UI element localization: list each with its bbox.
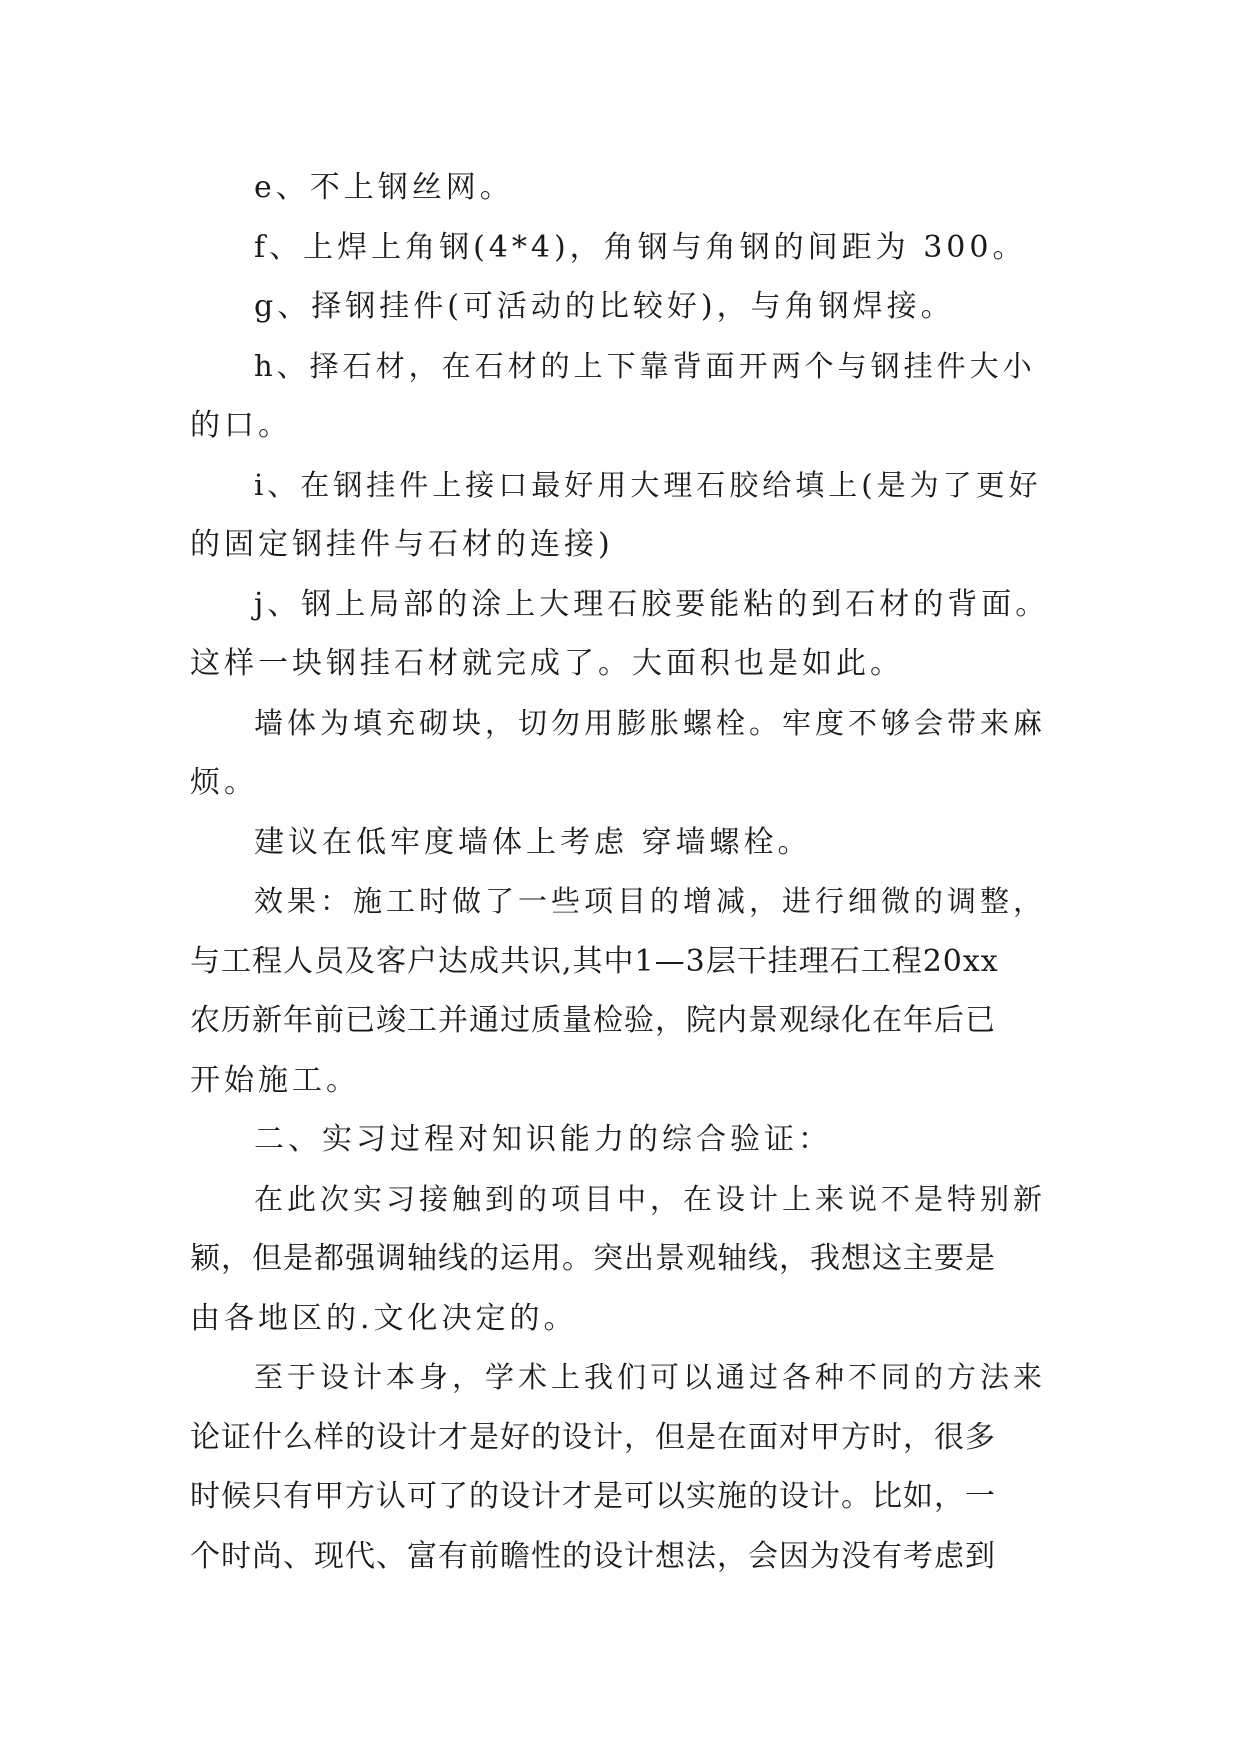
- text-line: e、不上钢丝网。: [254, 170, 514, 205]
- section-heading: 二、实习过程对知识能力的综合验证：: [254, 1122, 832, 1157]
- text-line: 由各地区的.文化决定的。: [190, 1300, 578, 1336]
- text-line: 颖，但是都强调轴线的运用。突出景观轴线，我想这主要是: [190, 1241, 996, 1276]
- text-line: 时候只有甲方认可了的设计才是可以实施的设计。比如，一: [190, 1479, 996, 1514]
- text-line: 烦。: [190, 765, 258, 800]
- text-line: 建议在低牢度墙体上考虑 穿墙螺栓。: [254, 824, 812, 860]
- text-line: 效果：施工时做了一些项目的增减，进行细微的调整，: [254, 884, 1047, 918]
- text-line: h、择石材，在石材的上下靠背面开两个与钢挂件大小: [254, 348, 1036, 383]
- body-text: [190, 158, 1050, 1586]
- text-line: g、择钢挂件(可活动的比较好)，与角钢焊接。: [254, 289, 955, 324]
- text-line: j、钢上局部的涂上大理石胶要能粘的到石材的背面。: [254, 586, 1050, 622]
- text-line: 至于设计本身，学术上我们可以通过各种不同的方法来: [254, 1360, 1047, 1394]
- text-line: f、上焊上角钢(4*4)，角钢与角钢的间距为 300。: [254, 229, 1027, 265]
- text-line: i、在钢挂件上接口最好用大理石胶给填上(是为了更好: [254, 467, 1042, 502]
- text-line: 这样一块钢挂石材就完成了。大面积也是如此。: [190, 646, 904, 681]
- text-line: 墙体为填充砌块，切勿用膨胀螺栓。牢度不够会带来麻: [254, 705, 1047, 740]
- text-line: 论证什么样的设计才是好的设计，但是在面对甲方时，很多: [190, 1419, 996, 1455]
- text-line: 与工程人员及客户达成共识,其中1—3层干挂理石工程20xx: [190, 943, 999, 979]
- text-line: 个时尚、现代、富有前瞻性的设计想法，会因为没有考虑到: [190, 1538, 996, 1574]
- text-line: 的口。: [190, 408, 292, 443]
- text-line: 开始施工。: [190, 1062, 360, 1098]
- text-line: 农历新年前已竣工并通过质量检验，院内景观绿化在年后已: [190, 1003, 996, 1038]
- text-line: 的固定钢挂件与石材的连接): [190, 527, 614, 562]
- text-line: 在此次实习接触到的项目中，在设计上来说不是特别新: [254, 1181, 1047, 1216]
